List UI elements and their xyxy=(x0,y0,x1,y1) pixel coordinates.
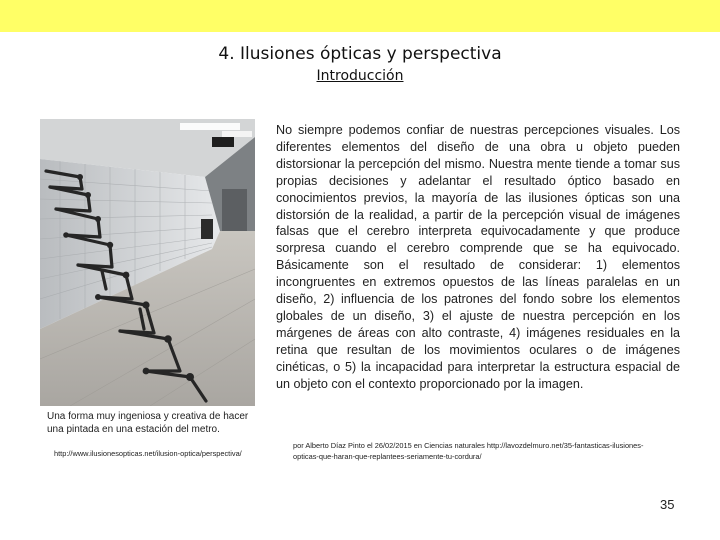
source-citation-right[interactable]: por Alberto Díaz Pinto el 26/02/2015 en Ciencias naturales http://lavozdelmuro.net/35-fantasticas-ilusiones-opticas-que-haran-que-replantees-seriamente-tu-cordura/ xyxy=(293,441,644,461)
slide-subtitle: Introducción xyxy=(316,68,404,84)
source-link-left[interactable]: http://www.ilusionesopticas.net/ilusion-optica/perspectiva/ xyxy=(54,449,242,458)
top-banner xyxy=(0,0,720,32)
photo-caption: Una forma muy ingeniosa y creativa de hacer una pintada en una estación del metro. xyxy=(47,411,249,435)
body-paragraph: No siempre podemos confiar de nuestras percepciones visuales. Los diferentes elementos del diseño de una obra u objeto pueden distorsionar la percepción del mismo. Nuestra mente tiende a tomar sus propias decisiones y adelantar el resultado óptico basado en conocimientos previos, la mayoría de las ilusiones ópticas son una distorsión de la realidad, a partir de la percepción visual de imágenes falsas que el cerebro interpreta equivocadamente y que produce sorpresa cuando el cerebro comprende que se ha equivocado. Básicamente son el resultado de considerar: 1) elementos incongruentes en extremos opuestos de las líneas paralelas en un diseño, 2) influencia de los patrones del fondo sobre los elementos globales de un diseño, 3) el ajuste de nuestra percepción en los márgenes de áreas con alto contraste, 4) imágenes residuales en la retina que resultan de los movimientos oculares o de imágenes cinéticas, o 5) la incapacidad para interpretar la estructura espacial de un objeto con el contexto proporcionado por la imagen. xyxy=(276,123,680,391)
subway-illusion-photo xyxy=(40,119,255,406)
page-number: 35 xyxy=(660,497,675,512)
slide-title: 4. Ilusiones ópticas y perspectiva xyxy=(218,44,502,64)
